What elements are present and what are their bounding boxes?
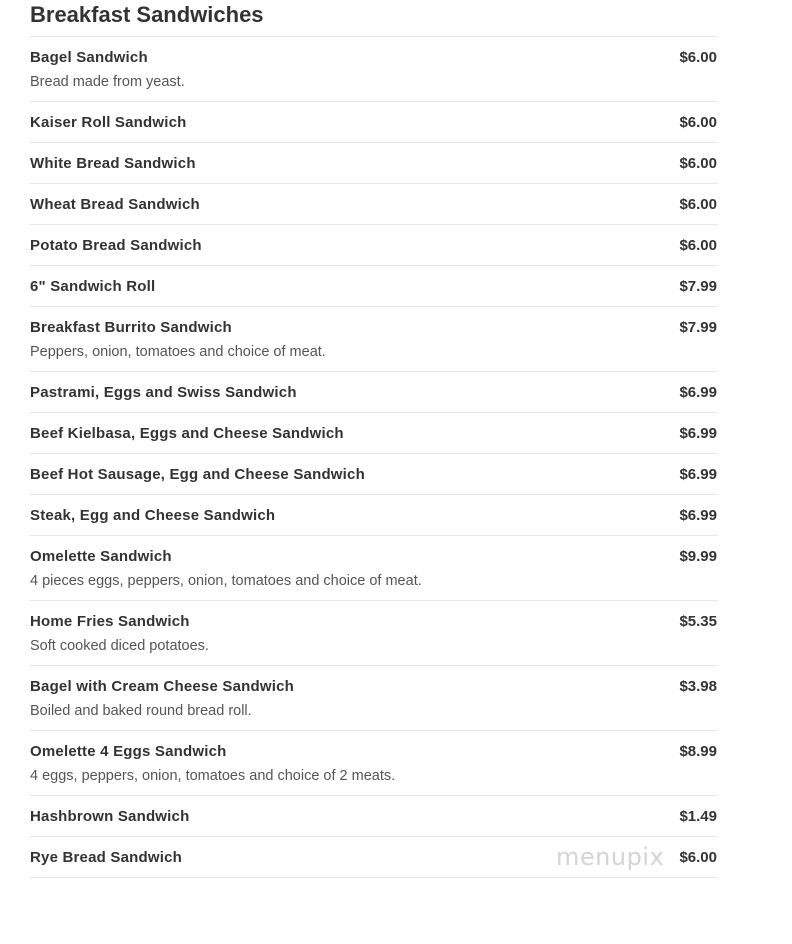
menu-item-name: Breakfast Burrito Sandwich [30, 319, 232, 336]
menu-item-row [30, 155, 718, 172]
menu-item-name: Home Fries Sandwich [30, 613, 190, 630]
menu-item-price: $6.00 [679, 49, 717, 66]
menu-item-name: Kaiser Roll Sandwich [30, 114, 187, 131]
menu-item-description: Soft cooked diced potatoes. [30, 638, 209, 654]
menu-item-price: $6.00 [679, 849, 717, 866]
menu-item-row [30, 548, 718, 565]
menu-item [30, 454, 718, 495]
menu-item-price: $6.99 [679, 425, 717, 442]
menu-item-name: Omelette Sandwich [30, 548, 172, 565]
menu-item-row [30, 114, 718, 131]
menu-item-name: Beef Hot Sausage, Egg and Cheese Sandwich [30, 466, 365, 483]
menu-item-price: $6.00 [679, 237, 717, 254]
section-title: Breakfast Sandwiches [30, 0, 718, 37]
menu-item [30, 143, 718, 184]
menu-item-price: $7.99 [679, 319, 717, 336]
menu-item-description: 4 pieces eggs, peppers, onion, tomatoes and choice of meat. [30, 573, 422, 589]
menu-item-row [30, 237, 718, 254]
menu-item-price: $6.99 [679, 384, 717, 401]
menu-item-row [30, 425, 718, 442]
menu-item-price: $9.99 [679, 548, 717, 565]
menu-item-description: Boiled and baked round bread roll. [30, 703, 252, 719]
menu-item-row [30, 808, 718, 825]
menu-item [30, 266, 718, 307]
menu-item-row [30, 49, 718, 66]
menu-item-price: $7.99 [679, 278, 717, 295]
menu-item-description: Bread made from yeast. [30, 74, 185, 90]
menu-item [30, 102, 718, 143]
menu-item-price: $6.00 [679, 196, 717, 213]
menu-item-row [30, 507, 718, 524]
menu-item-price: $3.98 [679, 678, 717, 695]
menu-item [30, 666, 718, 731]
menu-item-name: Beef Kielbasa, Eggs and Cheese Sandwich [30, 425, 344, 442]
menupix-watermark: menupix [556, 843, 665, 871]
menu-item-name: Potato Bread Sandwich [30, 237, 202, 254]
menu-item-row [30, 278, 718, 295]
menu-item-row [30, 678, 718, 695]
menu-item-price: $6.99 [679, 466, 717, 483]
menu-item [30, 372, 718, 413]
menu-item [30, 601, 718, 666]
menu-item-price: $8.99 [679, 743, 717, 760]
menu-item-name: Bagel Sandwich [30, 49, 148, 66]
menu-item-price: $6.00 [679, 114, 717, 131]
menu-item [30, 413, 718, 454]
menu-item-row [30, 743, 718, 760]
menu-item-name: White Bread Sandwich [30, 155, 196, 172]
menu-section [30, 0, 718, 878]
menu-item-name: Bagel with Cream Cheese Sandwich [30, 678, 294, 695]
menu-item [30, 184, 718, 225]
menu-item-name: Hashbrown Sandwich [30, 808, 190, 825]
menu-item-price: $1.49 [679, 808, 717, 825]
menu-item [30, 37, 718, 102]
menu-item [30, 495, 718, 536]
menu-item-price: $6.99 [679, 507, 717, 524]
menu-item-name: Pastrami, Eggs and Swiss Sandwich [30, 384, 297, 401]
menu-item-row [30, 384, 718, 401]
menu-item-row [30, 613, 718, 630]
menu-item-name: Rye Bread Sandwich [30, 849, 182, 866]
menu-item-name: Wheat Bread Sandwich [30, 196, 200, 213]
menu-item-row [30, 196, 718, 213]
menu-item-row [30, 319, 718, 336]
menu-item [30, 307, 718, 372]
menu-item-name: Steak, Egg and Cheese Sandwich [30, 507, 276, 524]
menu-item-name: Omelette 4 Eggs Sandwich [30, 743, 227, 760]
menu-item [30, 536, 718, 601]
menu-item [30, 225, 718, 266]
menu-item-description: 4 eggs, peppers, onion, tomatoes and choice of 2 meats. [30, 768, 396, 784]
menu-item-price: $5.35 [679, 613, 717, 630]
menu-item-row [30, 466, 718, 483]
menu-item [30, 796, 718, 837]
menu-item-name: 6" Sandwich Roll [30, 278, 156, 295]
menu-item-list [30, 37, 718, 878]
menu-item-price: $6.00 [679, 155, 717, 172]
menu-item [30, 731, 718, 796]
menu-item-description: Peppers, onion, tomatoes and choice of meat. [30, 344, 326, 360]
